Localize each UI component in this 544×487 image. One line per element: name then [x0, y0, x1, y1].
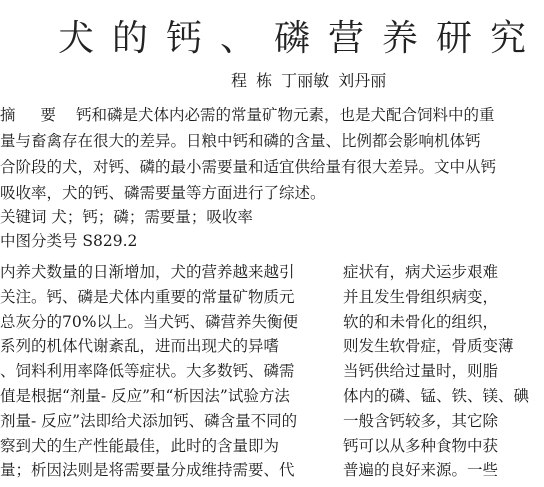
body-line: 当钙供给过量时，则脂 — [343, 362, 499, 381]
body-line: 内养犬数量的日渐增加，犬的营养越来越引 — [0, 263, 295, 281]
article-title: 犬的钙、磷营养研究 — [58, 18, 544, 59]
body-line: 一般含钙较多，其它除 — [343, 411, 499, 430]
body-line: 症状有，病犬运步艰难 — [343, 263, 499, 281]
keywords-line: 关键词 犬；钙；磷；需要量；吸收率 — [0, 208, 253, 226]
abstract-label: 摘 要 — [0, 106, 66, 124]
body-line: 则发生软骨症，骨质变薄 — [343, 337, 514, 356]
author-list: 程 栋 丁丽敏 刘丹丽 — [231, 71, 387, 90]
body-line: 系列的机体代谢紊乱，进而出现犬的异嗜 — [0, 337, 280, 356]
body-right-column — [343, 260, 530, 483]
body-line: 剂量- 反应”法即给犬添加钙、磷含量不同的 — [0, 411, 298, 430]
classification-line: 中图分类号 S829.2 — [0, 232, 138, 250]
body-line: 察到犬的生产性能最佳，此时的含量即为 — [0, 436, 280, 455]
body-line: 普遍的良好来源。一些 — [343, 461, 499, 480]
body-line: 、饲料利用率降低等症状。大多数钙、磷需 — [0, 362, 295, 381]
abstract-line-3: 合阶段的犬，对钙、磷的最小需要量和适宜供给量有很大差异。文中从钙 — [0, 158, 497, 176]
body-left-column — [0, 260, 322, 483]
abstract-text-1: 钙和磷是犬体内必需的常量矿物元素，也是犬配合饲料中的重 — [75, 106, 495, 124]
abstract-line-4: 吸收率，犬的钙、磷需要量等方面进行了综述。 — [0, 184, 326, 202]
abstract-line-2: 量与畜禽存在很大的差异。日粮中钙和磷的含量、比例都会影响机体钙 — [0, 132, 481, 150]
abstract-line-1 — [0, 104, 494, 126]
body-line: 钙可以从多种食物中获 — [343, 436, 499, 455]
body-line: 量；析因法则是将需要量分成维持需要、代 — [0, 461, 295, 480]
body-line: 体内的磷、锰、铁、镁、碘 — [343, 386, 530, 405]
body-line: 总灰分的70%以上。当犬钙、磷营养失衡便 — [0, 312, 298, 331]
body-line: 值是根据“剂量- 反应”和“析因法”试验方法 — [0, 386, 290, 405]
body-line: 关注。钙、磷是犬体内重要的常量矿物质元 — [0, 287, 295, 306]
body-line: 并且发生骨组织病变， — [343, 287, 499, 306]
body-line: 软的和未骨化的组织， — [343, 312, 499, 331]
